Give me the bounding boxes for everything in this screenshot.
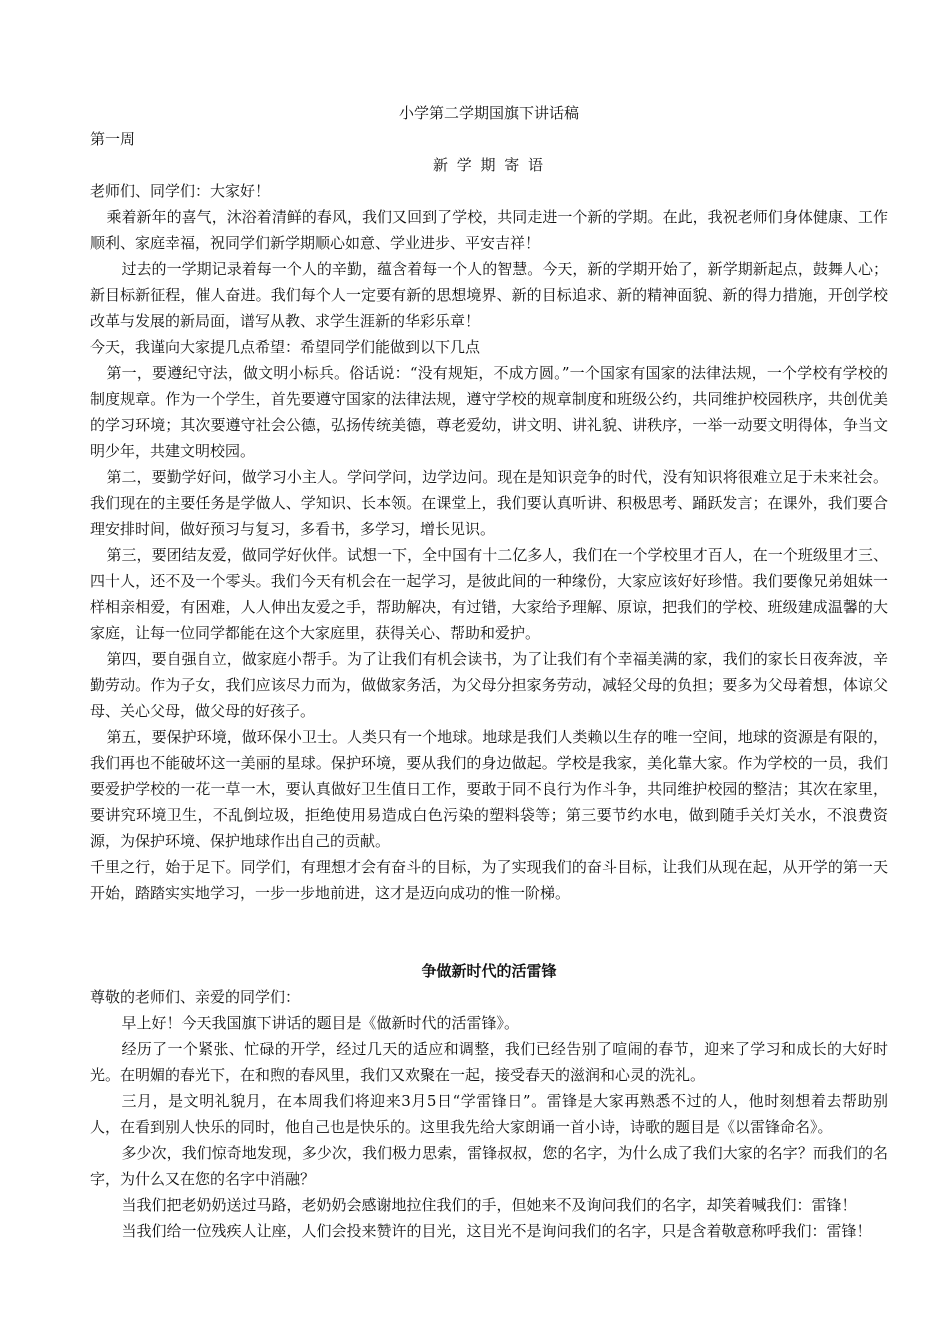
document-title: 小学第二学期国旗下讲话稿 [398, 104, 579, 122]
speech1-paragraph: 第一，要遵纪守法，做文明小标兵。俗话说：“没有规矩，不成方圆。”一个国家有国家的法律法规，一个学校有学校的制度规章。作为一个学生，首先要遵守国家的法律法规，遵守学校的规章制度和班级公约，共同维护校园秩序，共创优美的学习环境；其次要遵守社会公德，弘扬传统美德，尊老爱幼，讲文明、讲礼貌、讲秩序，一举一动要文明得体，争当文明少年，共建文明校园。 [90, 364, 888, 460]
speech2-paragraph: 三月，是文明礼貌月，在本周我们将迎来3月5日“学雷锋日”。雷锋是大家再熟悉不过的人，他时刻想着去帮助别人，在看到别人快乐的同时，他自己也是快乐的。这里我先给大家朗诵一首小诗，诗歌的题目是《以雷锋命名》。 [90, 1092, 888, 1136]
speech2-greeting: 尊敬的老师们、亲爱的同学们： [90, 988, 301, 1006]
speech1-paragraph: 第四，要自强自立，做家庭小帮手。为了让我们有机会读书，为了让我们有个幸福美满的家，我们的家长日夜奔波，辛勤劳动。作为子女，我们应该尽力而为，做做家务活，为父母分担家务劳动，减轻父母的负担；要多为父母着想，体谅父母、关心父母，做父母的好孩子。 [90, 650, 888, 720]
speech1-paragraph: 第二，要勤学好问，做学习小主人。学问学问，边学边问。现在是知识竞争的时代，没有知识将很难立足于未来社会。我们现在的主要任务是学做人、学知识、长本领。在课堂上，我们要认真听讲、积极思考、踊跃发言；在课外，我们要合理安排时间，做好预习与复习，多看书，多学习，增长见识。 [90, 468, 888, 538]
speech2-paragraph: 多少次，我们惊奇地发现，多少次，我们极力思索，雷锋叔叔，您的名字，为什么成了我们大家的名字？而我们的名字，为什么又在您的名字中消融？ [90, 1144, 888, 1188]
speech1-subtitle: 新 学 期 寄 语 [432, 156, 546, 174]
document-page [90, 100, 888, 1244]
section-gap [90, 906, 888, 958]
speech1-paragraph: 过去的一学期记录着每一个人的辛勤，蕴含着每一个人的智慧。今天，新的学期开始了，新学期新起点，鼓舞人心；新目标新征程，催人奋进。我们每个人一定要有新的思想境界、新的目标追求、新的精神面貌、新的得力措施，开创学校改革与发展的新局面，谱写从教、求学生涯新的华彩乐章！ [90, 260, 888, 330]
speech1-greeting: 老师们、同学们：大家好！ [90, 182, 271, 200]
speech1-paragraph: 第五，要保护环境，做环保小卫士。人类只有一个地球。地球是我们人类赖以生存的唯一空间，地球的资源是有限的，我们再也不能破坏这一美丽的星球。保护环境，要从我们的身边做起。学校是我家，美化靠大家。作为学校的一员，我们要爱护学校的一花一草一木，要认真做好卫生值日工作，要敢于同不良行为作斗争，共同维护校园的整洁；其次在家里，要讲究环境卫生，不乱倒垃圾，拒绝使用易造成白色污染的塑料袋等；第三要节约水电，做到随手关灯关水，不浪费资源，为保护环境、保护地球作出自己的贡献。 [90, 728, 888, 850]
speech2-paragraph: 早上好！今天我国旗下讲话的题目是《做新时代的活雷锋》。 [121, 1014, 520, 1032]
week-label: 第一周 [90, 130, 136, 148]
speech1-paragraph: 乘着新年的喜气，沐浴着清鲜的春风，我们又回到了学校，共同走进一个新的学期。在此，我祝老师们身体健康、工作顺利、家庭幸福，祝同学们新学期顺心如意、学业进步、平安吉祥！ [90, 208, 888, 252]
speech1-paragraph: 第三，要团结友爱，做同学好伙伴。试想一下，全中国有十二亿多人，我们在一个学校里才百人，在一个班级里才三、四十人，还不及一个零头。我们今天有机会在一起学习，是彼此间的一种缘份，大家应该好好珍惜。我们要像兄弟姐妹一样相亲相爱，有困难，人人伸出友爱之手，帮助解决，有过错，大家给予理解、原谅，把我们的学校、班级建成温馨的大家庭，让每一位同学都能在这个大家庭里，获得关心、帮助和爱护。 [90, 546, 888, 642]
speech2-paragraph: 当我们给一位残疾人让座，人们会投来赞许的目光，这目光不是询问我们的名字，只是含着敬意称呼我们：雷锋！ [121, 1222, 872, 1240]
speech2-title: 争做新时代的活雷锋 [421, 962, 557, 980]
speech1-paragraph: 千里之行，始于足下。同学们，有理想才会有奋斗的目标，为了实现我们的奋斗目标，让我们从现在起，从开学的第一天开始，踏踏实实地学习，一步一步地前进，这才是迈向成功的惟一阶梯。 [90, 858, 888, 902]
speech2-paragraph: 经历了一个紧张、忙碌的开学，经过几天的适应和调整，我们已经告别了喧闹的春节，迎来了学习和成长的大好时光。在明媚的春光下，在和煦的春风里，我们又欢聚在一起，接受春天的滋润和心灵的洗礼。 [90, 1040, 888, 1084]
speech2-paragraph: 当我们把老奶奶送过马路，老奶奶会感谢地拉住我们的手，但她来不及询问我们的名字，却笑着喊我们：雷锋！ [121, 1196, 857, 1214]
speech1-paragraph: 今天，我谨向大家提几点希望：希望同学们能做到以下几点 [90, 338, 481, 356]
